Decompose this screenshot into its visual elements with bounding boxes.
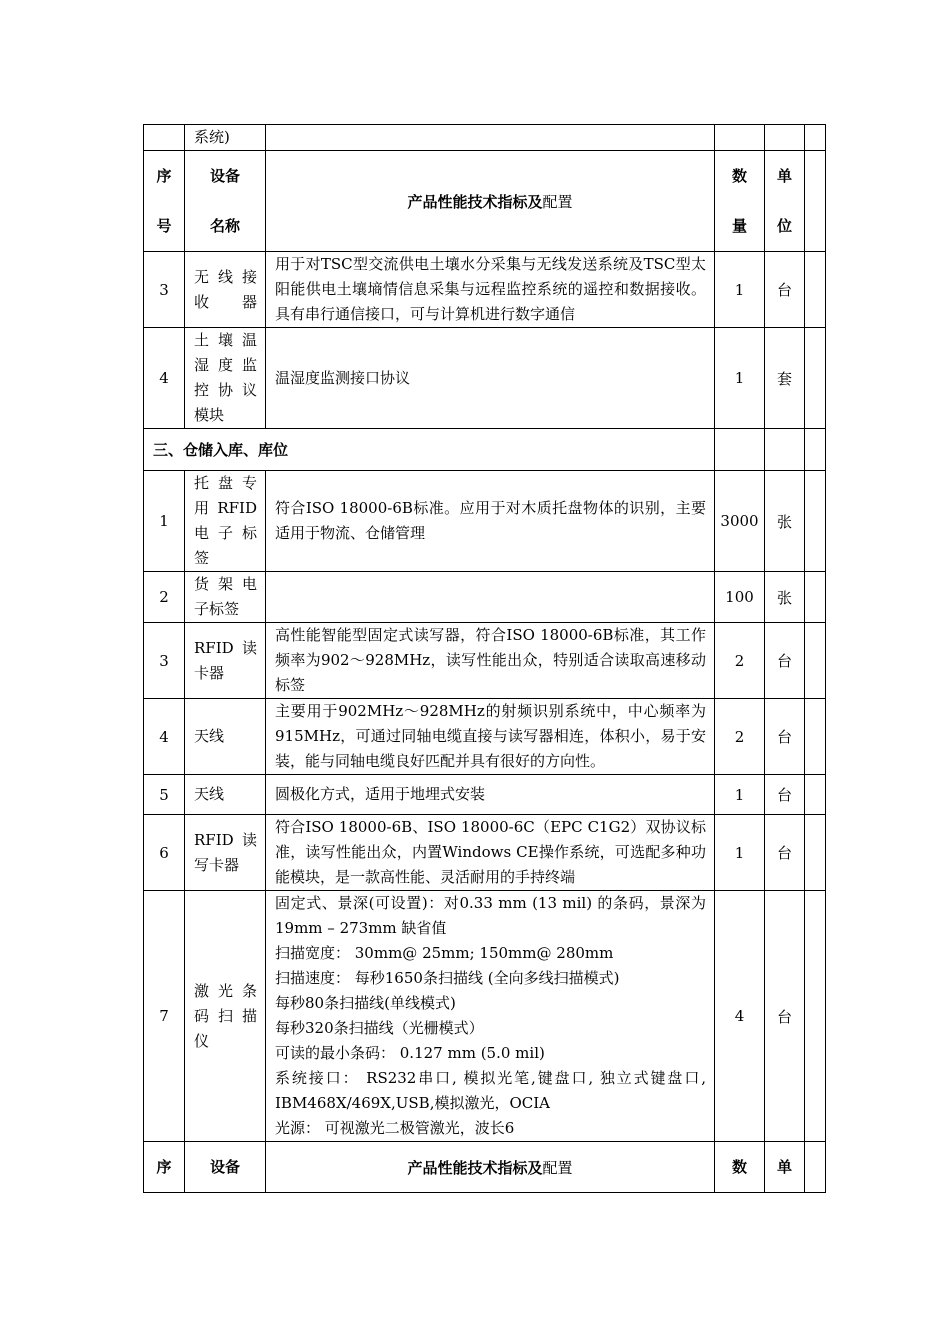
table-row: 6 RFID 读 写卡器 符合ISO 18000-6B、ISO 18000-6C（EPC C1G2）双协议标准，读写性能出众，内置Windows CE操作系统，可选配多种功能模块，是一款高性能、灵活耐用的手持终端 1 台 [144, 815, 826, 891]
header-spec: 产品性能技术指标及配置 [266, 1142, 715, 1193]
table-row: 2 货架电 子标签 100 张 [144, 572, 826, 623]
spec-cell [266, 572, 715, 623]
table-header-row [144, 151, 826, 252]
table-row: 4 土壤温 湿度监 控协议 模块 温湿度监测接口协议 1 套 [144, 328, 826, 429]
table-header-row [144, 1142, 826, 1193]
device-name-cell: 天线 [185, 775, 266, 815]
section-row [144, 429, 826, 471]
section-title: 三、仓储入库、库位 [144, 429, 715, 471]
spec-cell: 用于对TSC型交流供电土壤水分采集与无线发送系统及TSC型太阳能供电土壤墒情信息采集与远程监控系统的遥控和数据接收。具有串行通信接口，可与计算机进行数字通信 [266, 252, 715, 328]
device-name-cell: 无线接 收器 [185, 252, 266, 328]
header-index: 序 [144, 1142, 185, 1193]
spec-cell: 圆极化方式，适用于地埋式安装 [266, 775, 715, 815]
table-row: 3 RFID 读 卡器 高性能智能型固定式读写器，符合ISO 18000-6B标准，其工作频率为902～928MHz，读写性能出众，特别适合读取高速移动标签 2 台 [144, 623, 826, 699]
spec-cell: 温湿度监测接口协议 [266, 328, 715, 429]
device-name-cell: 土壤温 湿度监 控协议 模块 [185, 328, 266, 429]
header-device-name: 设备 名称 [185, 151, 266, 252]
header-device-name: 设备 [185, 1142, 266, 1193]
table-row: 5 天线 圆极化方式，适用于地埋式安装 1 台 [144, 775, 826, 815]
spec-cell: 高性能智能型固定式读写器，符合ISO 18000-6B标准，其工作频率为902～928MHz，读写性能出众，特别适合读取高速移动标签 [266, 623, 715, 699]
spec-cell: 符合ISO 18000-6B、ISO 18000-6C（EPC C1G2）双协议标准，读写性能出众，内置Windows CE操作系统，可选配多种功能模块，是一款高性能、灵活耐用的手持终端 [266, 815, 715, 891]
header-spec: 产品性能技术指标及配置 [266, 151, 715, 252]
header-quantity: 数 量 [715, 151, 765, 252]
header-unit: 单 位 [765, 151, 805, 252]
spec-cell: 固定式、景深(可设置)：对0.33 mm (13 mil) 的条码，景深为19mm – 273mm 缺省值 扫描宽度： 30mm@ 25mm; 150mm@ 280mm 扫描速度： 每秒1650条扫描线 (全向多线扫描模式) 每秒80条扫描线(单线模式) 每秒320条扫描线（光栅模式） 可读的最小条码： 0.127 mm (5.0 mil) 系统接口： RS232串口, 模拟光笔,键盘口, 独立式键盘口, IBM468X/469X,USB,模拟激光，OCIA 光源： 可视激光二极管激光，波长6 [266, 891, 715, 1142]
device-name-cell: 系统) [185, 125, 266, 151]
spec-cell: 符合ISO 18000-6B标准。应用于对木质托盘物体的识别，主要适用于物流、仓储管理 [266, 471, 715, 572]
device-name-cell: 托盘专 用 RFID 电子标 签 [185, 471, 266, 572]
device-name-cell: RFID 读 卡器 [185, 623, 266, 699]
header-quantity: 数 [715, 1142, 765, 1193]
device-name-cell: 货架电 子标签 [185, 572, 266, 623]
table-row [144, 125, 826, 151]
spec-table [143, 124, 826, 1193]
table-row: 4 天线 主要用于902MHz～928MHz的射频识别系统中，中心频率为915MHz，可通过同轴电缆直接与读写器相连，体积小，易于安装，能与同轴电缆良好匹配并具有很好的方向性。 2 台 [144, 699, 826, 775]
spec-cell: 主要用于902MHz～928MHz的射频识别系统中，中心频率为915MHz，可通过同轴电缆直接与读写器相连，体积小，易于安装，能与同轴电缆良好匹配并具有很好的方向性。 [266, 699, 715, 775]
table-row: 3 无线接 收器 用于对TSC型交流供电土壤水分采集与无线发送系统及TSC型太阳能供电土壤墒情信息采集与远程监控系统的遥控和数据接收。具有串行通信接口，可与计算机进行数字通信 1 台 [144, 252, 826, 328]
table-row: 1 托盘专 用 RFID 电子标 签 符合ISO 18000-6B标准。应用于对木质托盘物体的识别，主要适用于物流、仓储管理 3000 张 [144, 471, 826, 572]
device-name-cell: 天线 [185, 699, 266, 775]
device-name-cell: 激光条 码扫描 仪 [185, 891, 266, 1142]
device-name-cell: RFID 读 写卡器 [185, 815, 266, 891]
header-unit: 单 [765, 1142, 805, 1193]
header-index: 序 号 [144, 151, 185, 252]
table-row: 7 激光条 码扫描 仪 固定式、景深(可设置)：对0.33 mm (13 mil) 的条码，景深为19mm – 273mm 缺省值 扫描宽度： 30mm@ 25mm; 150mm@ 280mm 扫描速度： 每秒1650条扫描线 (全向多线扫描模式) 每秒80条扫描线(单线模式) 每秒320条扫描线（光栅模式） 可读的最小条码： 0.127 mm (5.0 mil) 系统接口： RS232串口, 模拟光笔,键盘口, 独立式键盘口, IBM468X/469X,USB,模拟激光，OCIA 光源： 可视激光二极管激光，波长6 4 台 [144, 891, 826, 1142]
